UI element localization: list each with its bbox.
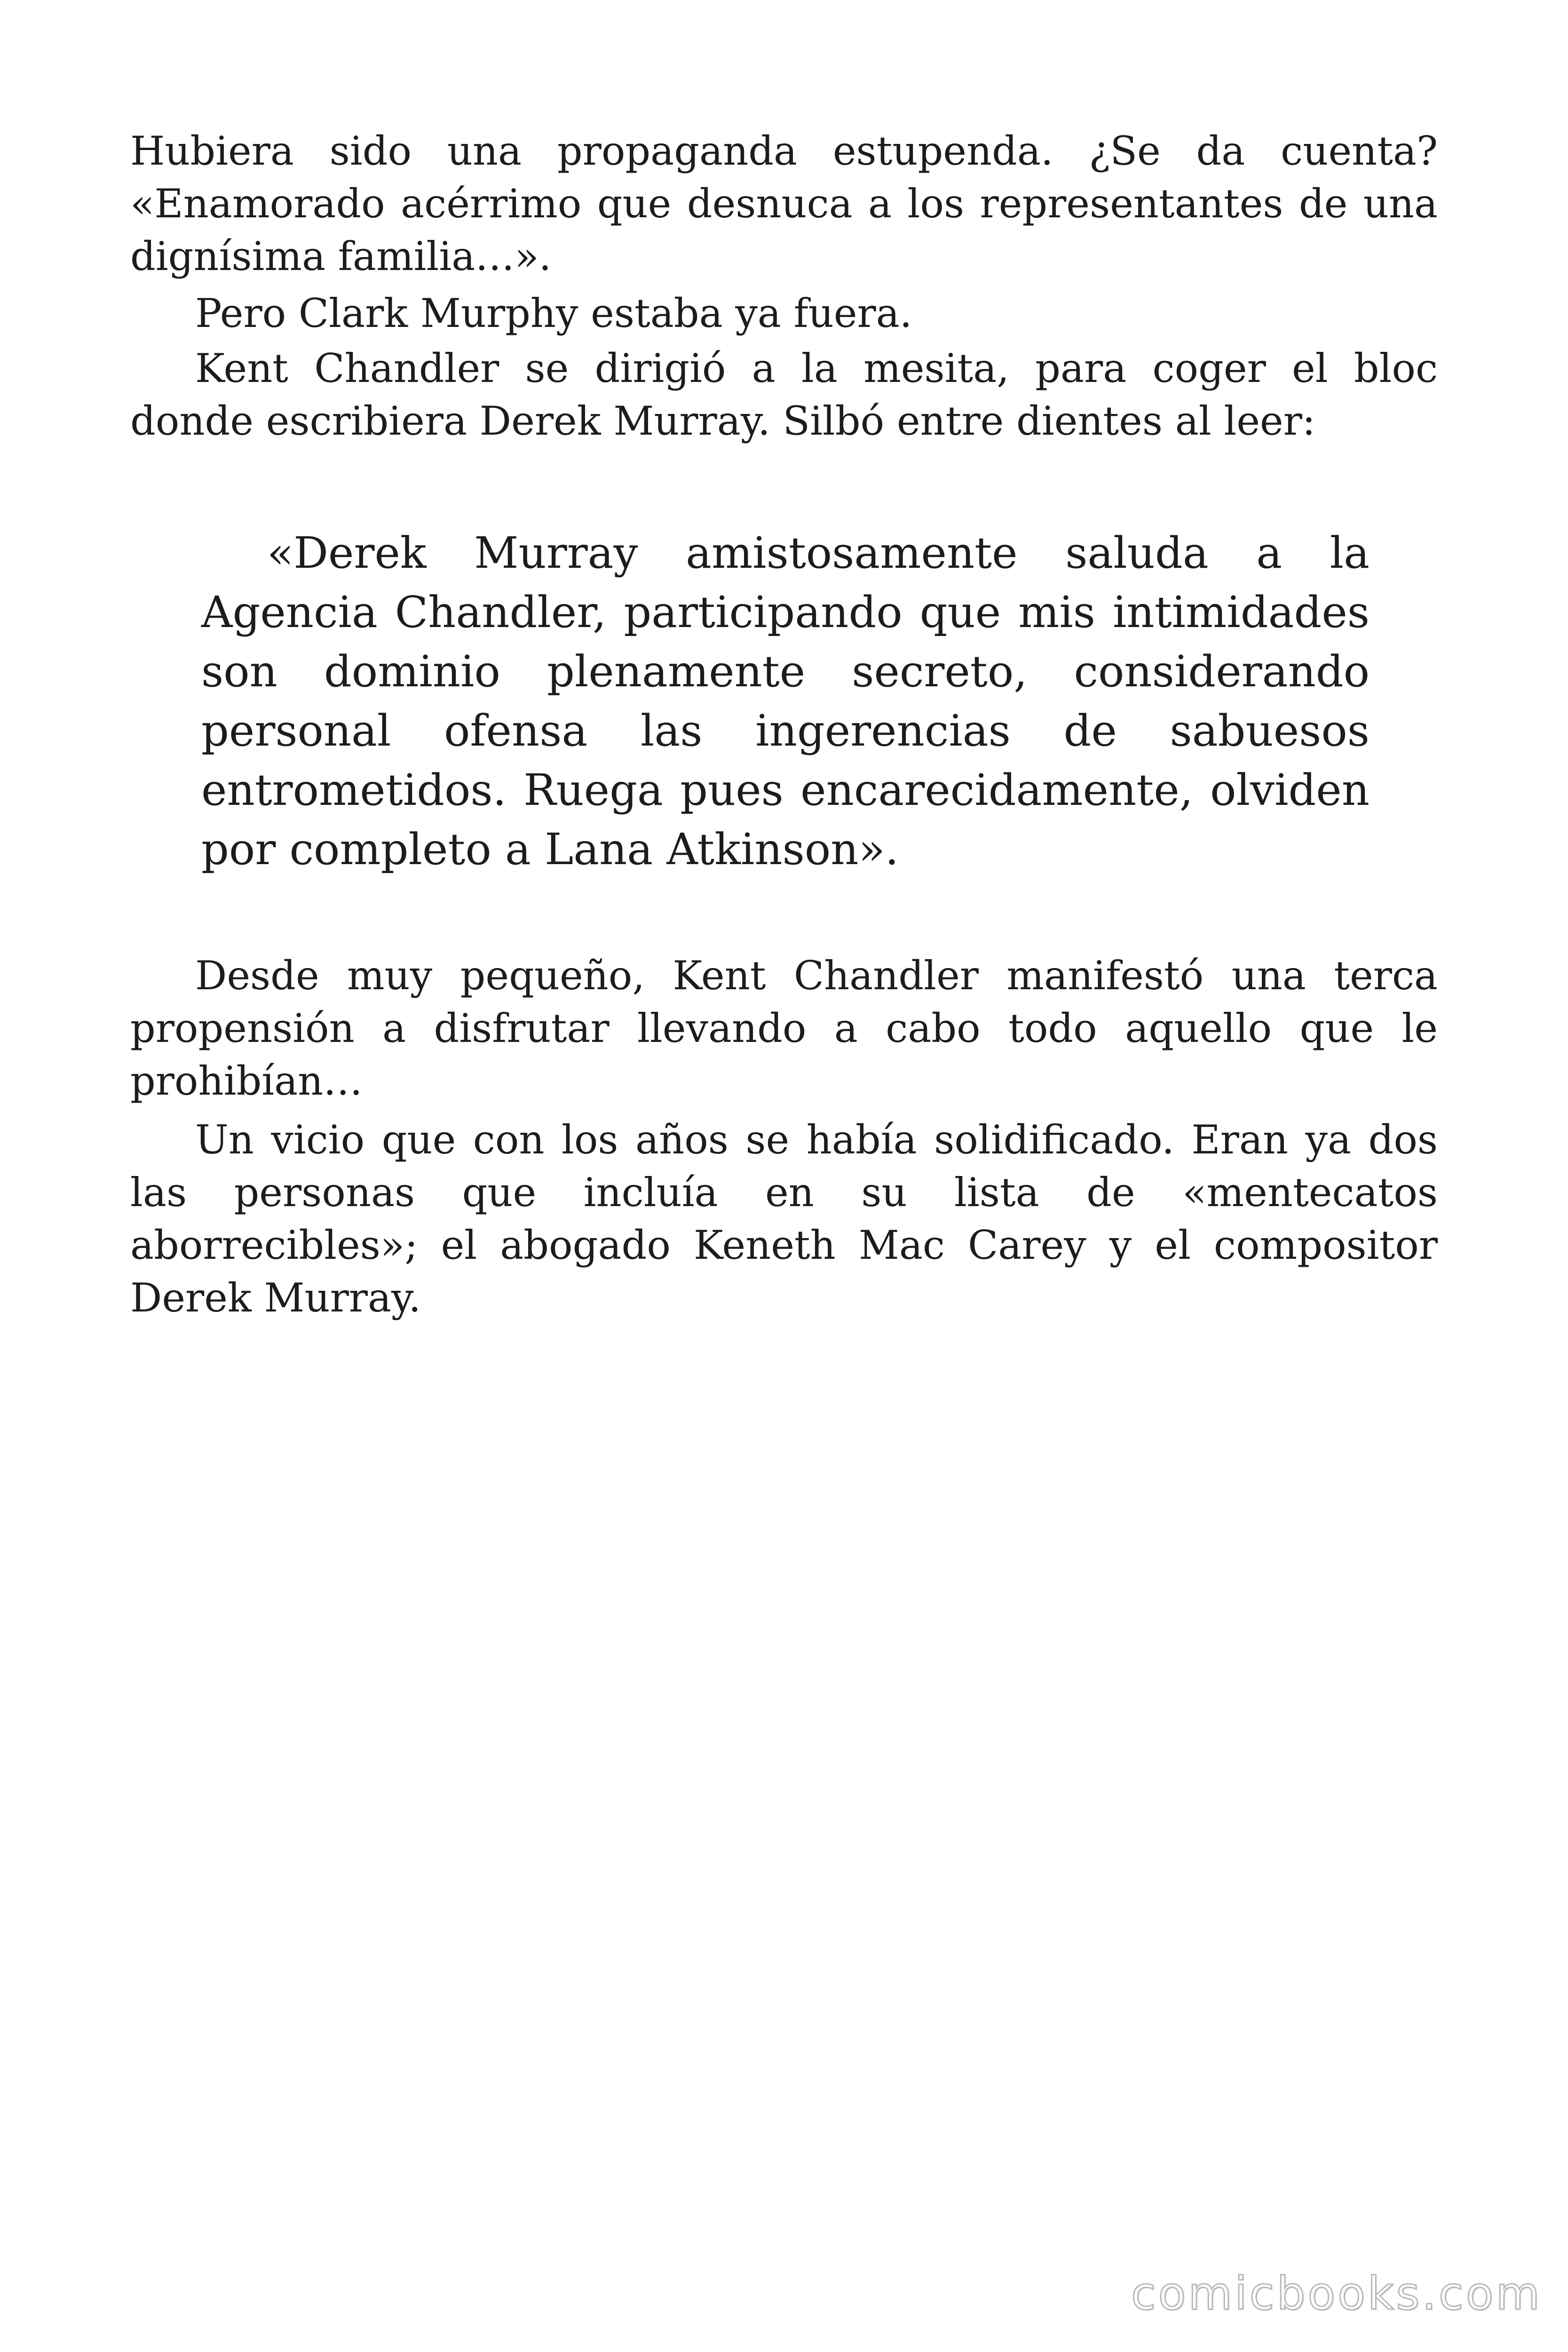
watermark-logo: comicbooks.com <box>1131 2267 1542 2320</box>
paragraph-un-vicio: Un vicio que con los años se había solidificado. Eran ya dos las personas que incluía en su lista de «mentecatos aborrecibles»; el abogado Keneth Mac Carey y el compositor Derek Murray. <box>130 1117 1438 1321</box>
quoted-note: «Derek Murray amistosamente saluda a la Agencia Chandler, participando que mis intimidades son dominio plenamente secreto, considerando personal ofensa las ingerencias de sabuesos entrometidos. Ruega pues encarecidamente, olviden por completo a Lana Atkinson». <box>201 528 1370 874</box>
paragraph-desde-muy-pequeno: Desde muy pequeño, Kent Chandler manifestó una terca propensión a disfrutar llevando a cabo todo aquello que le prohibían… <box>130 953 1438 1104</box>
paragraph-propaganda: Hubiera sido una propaganda estupenda. ¿Se da cuenta? «Enamorado acérrimo que desnuca a los representantes de una dignísima familia…». <box>130 128 1438 279</box>
paragraph-kent-chandler: Kent Chandler se dirigió a la mesita, para coger el bloc donde escribiera Derek Murray. Silbó entre dientes al leer: <box>130 345 1438 444</box>
paragraph-clark-murphy: Pero Clark Murphy estaba ya fuera. <box>195 290 912 336</box>
